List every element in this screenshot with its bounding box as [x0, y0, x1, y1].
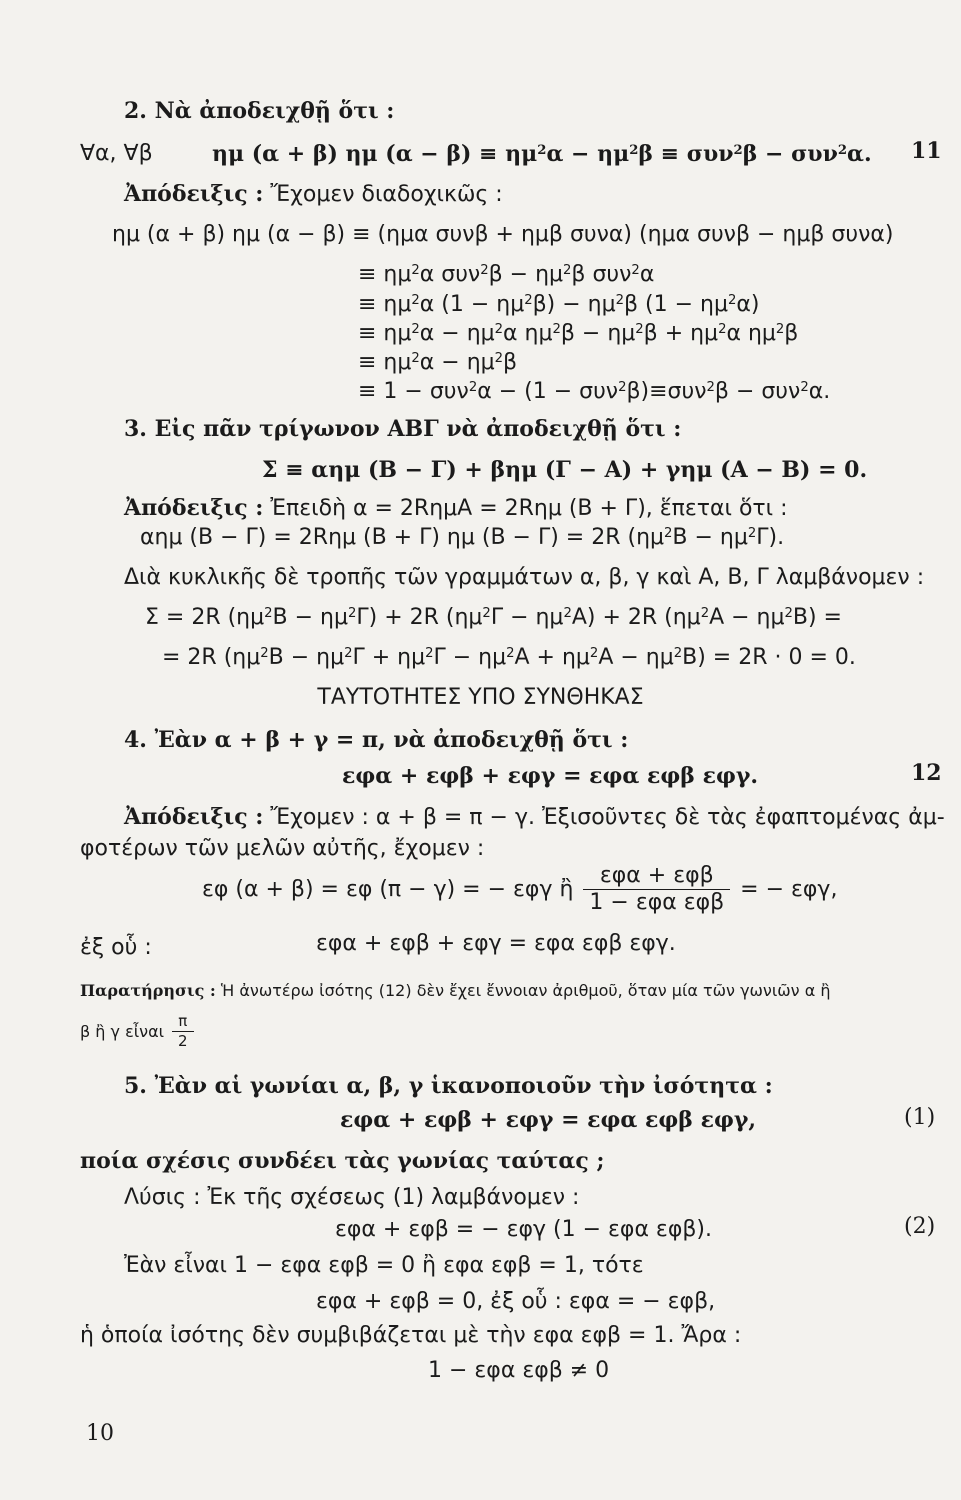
proof-text: Ἔχομεν διαδοχικῶς : — [270, 182, 503, 207]
s3-step-1: αημ (Β − Γ) = 2Rημ (Β + Γ) ημ (Β − Γ) = 2R $(\eta\mu^2B - \eta\mu^2\Gamma)$. — [140, 525, 785, 550]
proof-text: Ἐπειδὴ α = 2RημΑ = 2Rημ (Β + Γ), ἕπεται ὅτι : — [270, 496, 788, 521]
s4-whence: ἐξ οὗ : — [80, 935, 152, 960]
s2-identity: ημ (α + β) ημ $(\alpha - \beta) \equiv \eta\mu^2\alpha - \eta\mu^2\beta \equiv \sigma\upsilon\nu^2\beta - \sigma\upsilon\nu^2\alpha$. — [212, 141, 872, 167]
remark-fraction — [172, 1014, 194, 1049]
s4-result: εφα + εφβ + εφγ = εφα εφβ εφγ. — [316, 931, 676, 956]
s5-case: Ἐὰν εἶναι 1 − εφα εφβ = 0 ἢ εφα εφβ = 1, τότε — [124, 1253, 644, 1278]
remark-fraction-denominator: 2 — [178, 1032, 188, 1050]
remark-text-2: β ἢ γ εἶναι — [80, 1021, 165, 1041]
s5-equation-2-number: (2) — [904, 1214, 936, 1239]
s5-conclusion: 1 − εφα εφβ ≠ 0 — [428, 1358, 610, 1383]
s2-step-2: ≡ $\eta\mu^2\alpha$ $\sigma\upsilon\nu^2\beta - \eta\mu^2\beta$ συν$^2$α — [358, 262, 655, 287]
s5-equation-2: εφα + εφβ = − εφγ (1 − εφα εφβ). — [335, 1217, 712, 1242]
s5-solution-intro — [124, 1187, 579, 1209]
s3-step-3: Σ = 2R $(\eta\mu^2B - \eta\mu^2\Gamma) + 2R$ $(\eta\mu^2\Gamma - \eta\mu^2A) + 2R$ $(\eta\mu^2A - \eta\mu^2B)$ = — [145, 605, 842, 630]
proof-text: Ἔχομεν : α + β = π − γ. Ἐξισοῦντες δὲ τὰς ἐφαπτομένας ἀμ- — [270, 805, 945, 830]
s3-identity: Σ ≡ αημ (Β − Γ) + βημ (Γ − Α) + γημ (Α − Β) = 0. — [262, 457, 868, 483]
s4-header: 4. Ἐὰν α + β + γ = π, νὰ ἀποδειχθῇ ὅτι : — [124, 727, 629, 753]
proof-label: Ἀπόδειξις : — [124, 495, 264, 521]
s4-equation-number: 12 — [911, 760, 942, 786]
s2-quantifier: ∀α, ∀β — [80, 141, 153, 166]
s3-step-2: Διὰ κυκλικῆς δὲ τροπῆς τῶν γραμμάτων α, β, γ καὶ Α, Β, Γ λαμβάνομεν : — [124, 565, 925, 590]
s2-step-6: ≡ 1 − συν$^2$α − (1 − συν$^2$β)≡συν$^2$β − συν$^2$α. — [358, 379, 831, 404]
proof-label: Ἀπόδειξις : — [124, 804, 264, 830]
s2-step-3: ≡ $\eta\mu^2\alpha$ $(1 - \eta\mu^2\beta) - \eta\mu^2\beta$ $(1 - \eta\mu^2\alpha)$ — [358, 292, 760, 317]
s2-step-4: ≡ $\eta\mu^2\alpha - \eta\mu^2\alpha$ $\eta\mu^2\beta - \eta\mu^2\beta + \eta\mu^2\alpha$ $\eta\mu^2\beta$ — [358, 321, 799, 346]
s2-step-5: ≡ $\eta\mu^2\alpha - \eta\mu^2\beta$ — [358, 350, 518, 375]
remark-text: Ἡ ἀνωτέρω ἰσότης (12) δὲν ἔχει ἔννοιαν ἀριθμοῦ, ὅταν μία τῶν γωνιῶν α ἢ — [220, 981, 831, 1000]
s5-contradiction: ἡ ὁποία ἰσότης δὲν συμβιβάζεται μὲ τὴν εφα εφβ = 1. Ἄρα : — [80, 1323, 742, 1348]
s5-equation-number: (1) — [904, 1105, 936, 1130]
s2-equation-number: 11 — [911, 138, 942, 164]
s5-header: 5. Ἐὰν αἱ γωνίαι α, β, γ ἱκανοποιοῦν τὴν ἰσότητα : — [124, 1073, 773, 1099]
s3-proof-intro — [124, 497, 788, 520]
s4-eq-left: εφ (α + β) = εφ (π − γ) = − εφγ ἢ — [202, 876, 574, 902]
remark-label: Παρατήρησις : — [80, 981, 216, 1000]
s4-fraction — [583, 865, 730, 914]
proof-label: Ἀπόδειξις : — [124, 181, 264, 207]
s2-step-1: ημ (α + β) ημ (α − β) ≡ (ημα συνβ + ημβ συνα) (ημα συνβ − ημβ συνα) — [112, 222, 894, 247]
s4-fraction-numerator: εφα + εφβ — [583, 865, 730, 890]
section-title: ΤΑΥΤΟΤΗΤΕΣ ΥΠΟ ΣΥΝΘΗΚΑΣ — [317, 685, 644, 710]
s2-header: 2. Νὰ ἀποδειχθῇ ὅτι : — [124, 98, 395, 124]
page-number: 10 — [86, 1421, 114, 1446]
s4-identity: εφα + εφβ + εφγ = εφα εφβ εφγ. — [342, 763, 759, 789]
solution-label: Λύσις : — [124, 1185, 201, 1210]
solution-text: Ἐκ τῆς σχέσεως (1) λαμβάνομεν : — [207, 1185, 580, 1210]
s5-case-equation: εφα + εφβ = 0, ἐξ οὗ : εφα = − εφβ, — [316, 1289, 716, 1314]
s4-proof-intro — [124, 806, 945, 829]
s2-proof-intro — [124, 183, 503, 206]
s5-identity: εφα + εφβ + εφγ = εφα εφβ εφγ, — [340, 1107, 757, 1133]
s4-eq-right: = − εφγ, — [740, 876, 838, 902]
s4-fraction-denominator: 1 − εφα εφβ — [589, 890, 725, 915]
remark — [80, 983, 830, 999]
s3-header: 3. Εἰς πᾶν τρίγωνον ΑΒΓ νὰ ἀποδειχθῇ ὅτι : — [124, 416, 682, 442]
s3-step-4: = 2R $(\eta\mu^2B - \eta\mu^2\Gamma + \eta\mu^2\Gamma - \eta\mu^2A + \eta\mu^2A - \eta\mu^2B) = 2R \cdot 0 = 0$. — [162, 645, 856, 670]
s4-proof-text-2: φοτέρων τῶν μελῶν αὐτῆς, ἔχομεν : — [80, 836, 485, 861]
s5-question: ποία σχέσις συνδέει τὰς γωνίας ταύτας ; — [80, 1148, 605, 1174]
s4-fraction-equation — [202, 865, 837, 914]
remark-fraction-numerator: π — [172, 1014, 194, 1032]
remark-line-2 — [80, 1014, 194, 1049]
